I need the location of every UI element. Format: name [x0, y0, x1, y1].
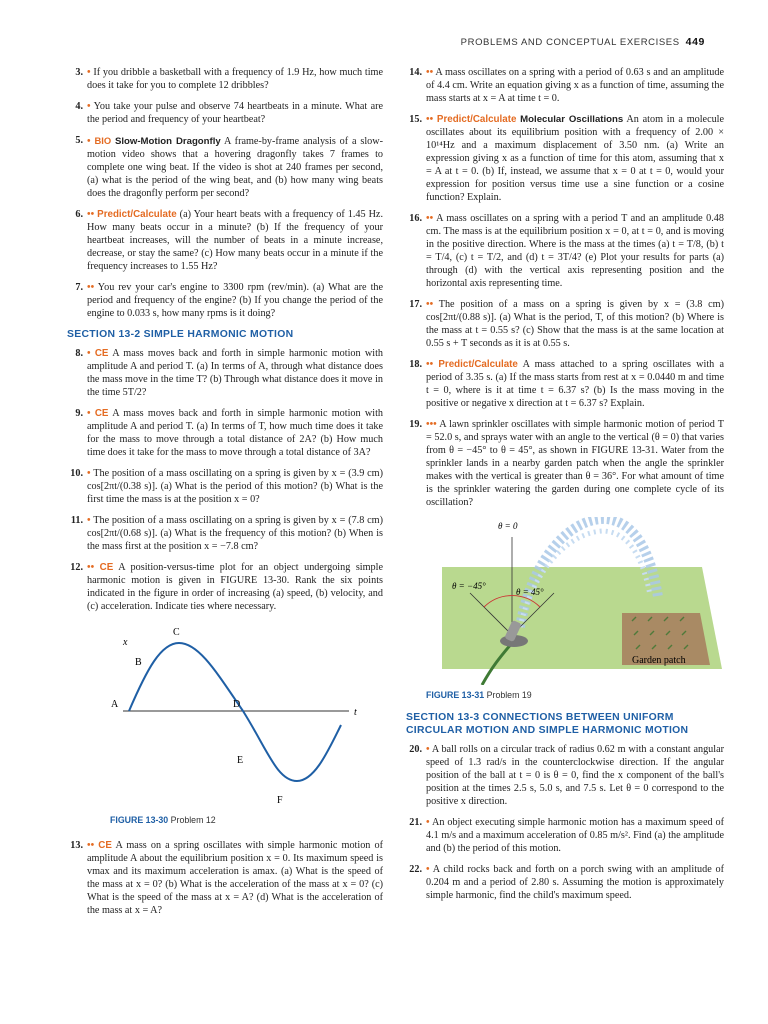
sine-curve: [129, 643, 341, 781]
point-label-c: C: [173, 627, 180, 638]
problem-text: A lawn sprinkler oscillates with simple harmonic motion of period T = 52.0 s, and sprays water with an angle to the vertical (θ = 0) that varies from θ = −45° to θ = 45°, as shown in FIGURE 13-31. Water from the sprinkler lands in a nearby garden patch when the angle the sprinkler makes with the vertical is greater than θ = 36°. For what amount of time is the sprinkler watering the garden during one complete cycle of its oscillation?: [426, 419, 725, 508]
difficulty-dots: ••: [87, 282, 95, 293]
problem-number: 20.: [409, 744, 422, 755]
problem-7: [67, 281, 383, 320]
problem-title: Slow-Motion Dragonfly: [114, 136, 221, 147]
difficulty-dots: •: [87, 515, 91, 526]
ce-tag: CE: [99, 562, 114, 573]
figure-caption: [426, 689, 532, 702]
problem-3: [67, 66, 383, 92]
problem-number: 13.: [70, 840, 83, 851]
difficulty-dots: •: [87, 348, 91, 359]
problem-text: A mass moves back and forth in simple harmonic motion with amplitude A and period T. (a) In terms of A, through what distance does the mass move in the time T? (b) Through what distance does it move in the time 5T/2?: [87, 348, 383, 398]
problem-text: A position-versus-time plot for an object undergoing simple harmonic motion is given in FIGURE 13-30. Rank the six points indicated in the figure in order of increasing (a) speed, (b) velocity, and (c) acceleration. Indicate ties where necessary.: [87, 562, 383, 612]
problem-text: A ball rolls on a circular track of radius 0.62 m with a constant angular speed of 1.3 rad/s in the counterclockwise direction. If the angular position of the ball at t = 0 is θ = 0, find the x component of the ball's position at the times 2.5 s, 5.0 s, and 7.5 s. Let θ = 0 correspond to the positive x direction.: [426, 744, 725, 807]
left-column: [67, 66, 383, 925]
difficulty-dots: •: [87, 101, 91, 112]
problem-10: [67, 467, 383, 506]
problem-number: 18.: [409, 359, 422, 370]
problem-number: 8.: [75, 348, 83, 359]
difficulty-dots: ••: [87, 840, 95, 851]
point-label-e: E: [237, 755, 244, 766]
problem-15: [406, 113, 724, 204]
ce-tag: CE: [98, 840, 112, 851]
problem-9: [67, 407, 383, 459]
figure-13-30: [67, 621, 383, 833]
figure-caption: [110, 814, 216, 827]
problem-number: 11.: [70, 515, 83, 526]
problem-number: 12.: [70, 562, 83, 573]
axis-label-x: x: [123, 637, 128, 648]
problem-text: An object executing simple harmonic motion has a maximum speed of 4.1 m/s and a maximum acceleration of 0.85 m/s². Find (a) the amplitude and (b) the period of this motion.: [426, 817, 724, 854]
running-header: [461, 36, 705, 48]
problem-text: The position of a mass on a spring is given by x = (3.8 cm) cos[2πt/(0.88 s)]. (a) What is the period, T, of this motion? (b) Where is the mass at t = 0.55 s? (c) Show that the mass is at the same location at 0.55 s + T seconds as it is at 0.55 s.: [426, 299, 724, 349]
axis-label-t: t: [354, 707, 357, 718]
point-label-b: B: [135, 657, 142, 668]
theta-pos45-label: θ = 45°: [516, 587, 544, 597]
difficulty-dots: ••: [426, 114, 434, 125]
problem-18: [406, 358, 724, 410]
problem-text: A child rocks back and forth on a porch swing with an amplitude of 0.204 m and a period of 2.80 s. Assuming the motion is approximately simple harmonic, find the child's maximum speed.: [426, 864, 725, 901]
problem-12: [67, 561, 383, 613]
problem-number: 9.: [75, 408, 83, 419]
difficulty-dots: ••: [426, 299, 434, 310]
difficulty-dots: •: [426, 744, 430, 755]
figure-label: FIGURE 13-31: [426, 690, 485, 700]
problem-22: [406, 863, 724, 902]
predict-tag: Predict/Calculate: [97, 209, 177, 220]
problem-text: You take your pulse and observe 74 heartbeats in a minute. What are the period and frequency of your heartbeat?: [87, 101, 384, 125]
difficulty-dots: •: [87, 408, 91, 419]
point-label-a: A: [111, 699, 119, 710]
difficulty-dots: ••: [426, 213, 434, 224]
difficulty-dots: •: [426, 817, 430, 828]
point-label-d: D: [233, 699, 241, 710]
problem-text: A mass oscillates on a spring with a period T and an amplitude 0.48 cm. The mass is at the equilibrium position x = 0, at t = 0, and is moving in the positive direction. Where is the mass at the times (a) t = T/8, (b) t = T/4, (c) t = T/2, and (d) t = 3T/4? (e) Plot your results for parts (a) through (d) with the vertical axis representing position and the horizontal axis representing time.: [426, 213, 724, 289]
problem-number: 22.: [409, 864, 422, 875]
problem-number: 17.: [409, 299, 422, 310]
theta-neg45-label: θ = −45°: [452, 581, 486, 591]
problem-11: [67, 514, 383, 553]
figure-caption-text: Problem 19: [486, 690, 532, 700]
problem-13: [67, 839, 383, 917]
figure-caption-text: Problem 12: [170, 815, 216, 825]
right-column: [406, 66, 724, 910]
problem-text: (a) Your heart beats with a frequency of 1.45 Hz. How many beats occur in a minute? (b) If the frequency of your heartbeat increases, will the number of beats in a minute increase, decrease, or stay the same? (c) How many beats occur in a minute if the frequency increases to 1.55 Hz?: [87, 209, 383, 272]
problem-5: [67, 134, 383, 200]
problem-17: [406, 298, 724, 350]
problem-number: 10.: [70, 468, 83, 479]
point-label-f: F: [277, 795, 283, 806]
problem-number: 5.: [75, 135, 83, 146]
problem-text: A mass attached to a spring oscillates with a period of 3.35 s. (a) If the mass starts from rest at x = 0.0440 m and time t = 0, where is it at time t = 6.37 s? (b) Is the mass moving in the positive or negative x direction at t = 6.37 s? Explain.: [426, 359, 725, 409]
problem-text: If you dribble a basketball with a frequency of 1.9 Hz, how much time does it take for you to complete 12 dribbles?: [87, 67, 383, 91]
section-heading-13-3: SECTION 13-3 CONNECTIONS BETWEEN UNIFORM CIRCULAR MOTION AND SIMPLE HARMONIC MOTION: [406, 712, 689, 736]
problem-text: The position of a mass oscillating on a spring is given by x = (3.9 cm) cos[2πt/(0.38 s)]. (a) What is the period of this motion? (b) What is the first time the mass is at the position x = 0?: [87, 468, 383, 505]
figure-13-31: [406, 517, 724, 703]
sprinkler-illustration: [422, 517, 722, 685]
problem-number: 4.: [75, 101, 83, 112]
problem-text: You rev your car's engine to 3300 rpm (rev/min). (a) What are the period and frequency of the engine? (b) If you change the period of the engine to 0.033 s, how many rpms is it doing?: [87, 282, 384, 319]
problem-number: 6.: [75, 209, 83, 220]
difficulty-dots: •: [87, 67, 91, 78]
problem-text: A frame-by-frame analysis of a slow-motion video shows that a hovering dragonfly takes 7 frames to complete one wing beat. If the video is shot at 240 frames per second, (a) what is the period of the wing beat, and (b) how many wing beats does the dragonfly perform per second?: [87, 136, 384, 199]
problem-number: 21.: [409, 817, 422, 828]
problem-text: A mass moves back and forth in simple harmonic motion with amplitude A and period T. (a) In terms of T, how much time does it take for the mass to move through a total distance of 2A? (b) How much time does it take for the mass to move through a total distance of 3A?: [87, 408, 383, 458]
problem-number: 3.: [75, 67, 83, 78]
problem-14: [406, 66, 724, 105]
problem-text: The position of a mass oscillating on a spring is given by x = (7.8 cm) cos[2πt/(0.68 s)]. (a) What is the frequency of this motion? (b) When is the mass first at the position x = −7.8 cm?: [87, 515, 383, 552]
page-number: 449: [685, 36, 705, 48]
predict-tag: Predict/Calculate: [436, 114, 517, 125]
problem-text: A mass on a spring oscillates with simple harmonic motion of amplitude A about the equilibrium position x = 0. Its maximum speed is vmax and its maximum acceleration is amax. (a) What is the speed of the mass at x = 0? (b) What is the acceleration of the mass at x = 0? (c) What is the speed of the mass at x = A? (d) What is the acceleration of the mass at x = A?: [87, 840, 384, 916]
predict-tag: Predict/Calculate: [438, 359, 518, 370]
difficulty-dots: ••: [426, 359, 434, 370]
problem-6: [67, 208, 383, 273]
difficulty-dots: ••: [87, 209, 95, 220]
figure-label: FIGURE 13-30: [110, 815, 169, 825]
problem-number: 15.: [409, 114, 422, 125]
problem-number: 19.: [409, 419, 422, 430]
theta-zero-label: θ = 0: [498, 521, 518, 531]
problem-title: Molecular Oscillations: [520, 114, 624, 125]
garden-patch-label: Garden patch: [632, 655, 686, 666]
difficulty-dots: •: [87, 468, 91, 479]
problem-20: [406, 743, 724, 808]
problem-number: 16.: [409, 213, 422, 224]
bio-tag: BIO: [94, 135, 112, 146]
shm-position-time-plot: [67, 621, 383, 817]
difficulty-dots: •: [87, 136, 91, 147]
section-heading-13-2: SECTION 13-2 SIMPLE HARMONIC MOTION: [67, 329, 294, 340]
difficulty-dots: •: [426, 864, 430, 875]
header-title: PROBLEMS AND CONCEPTUAL EXERCISES: [460, 37, 680, 48]
difficulty-dots: ••: [426, 67, 434, 78]
problem-19: [406, 418, 724, 509]
ce-tag: CE: [94, 408, 109, 419]
problem-number: 14.: [409, 67, 422, 78]
problem-text: A mass oscillates on a spring with a period of 0.63 s and an amplitude of 4.4 cm. Write an equation giving x as a function of time, assuming the mass starts at x = A at time t = 0.: [426, 67, 724, 104]
problem-text: An atom in a molecule oscillates about its equilibrium position with a frequency of 2.00 × 10¹⁴Hz and a maximum displacement of 3.50 nm. (a) Write an expression giving x as a function of time for this atom, assuming that x = A at t = 0. (b) If, instead, we assume that x = 0 at t = 0, would your expression for position versus time use a sine function or a cosine function? Explain.: [426, 114, 725, 203]
problem-16: [406, 212, 724, 290]
difficulty-dots: ••: [87, 562, 95, 573]
difficulty-dots: •••: [426, 419, 437, 430]
problem-4: [67, 100, 383, 126]
problem-21: [406, 816, 724, 855]
problem-number: 7.: [75, 282, 83, 293]
problem-8: [67, 347, 383, 399]
ce-tag: CE: [94, 348, 109, 359]
